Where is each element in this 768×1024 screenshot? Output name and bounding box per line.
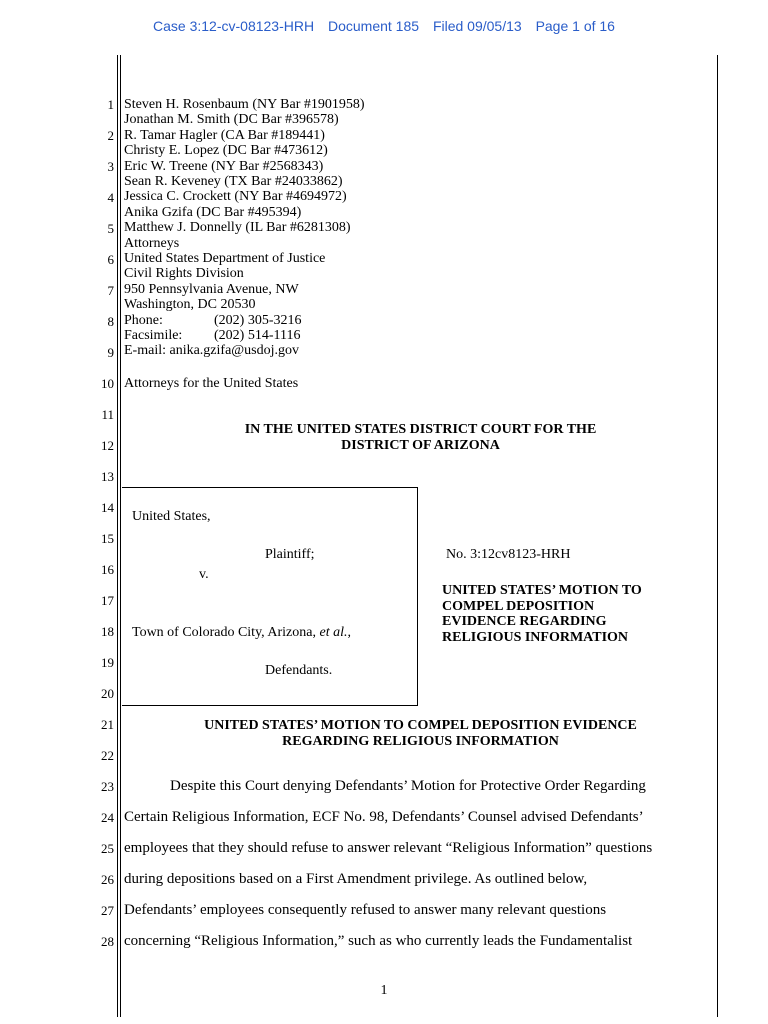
body-line: concerning “Religious Information,” such as who currently leads the Fundamentalist [124,933,633,949]
attorney-line: Anika Gzifa (DC Bar #495394) [124,204,302,220]
document-number: Document 185 [327,18,420,34]
line-number: 7 [107,283,114,298]
attorney-line: Jonathan M. Smith (DC Bar #396578) [124,112,339,128]
body-line: during depositions based on a First Amendment privilege. As outlined below, [124,871,588,887]
plaintiff-name: United States, [132,509,211,524]
line-number: 17 [101,593,114,608]
attorney-line: Christy E. Lopez (DC Bar #473612) [124,143,328,159]
line-number: 10 [101,376,114,391]
versus: v. [199,567,209,582]
line-number: 11 [101,407,114,422]
line-number: 23 [101,779,114,794]
attorney-line: 950 Pennsylvania Avenue, NW [124,281,299,297]
plaintiff-role: Plaintiff; [265,547,315,562]
phone-label: Phone: [124,312,163,328]
line-number: 8 [107,314,114,329]
line-number: 16 [101,562,114,577]
line-number: 1 [107,97,114,112]
attorney-line: Washington, DC 20530 [124,297,256,313]
defendant-comma: , [347,625,351,640]
attorney-line: Sean R. Keveney (TX Bar #24033862) [124,174,343,189]
attorney-line: Steven H. Rosenbaum (NY Bar #1901958) [124,97,365,112]
fax-label: Facsimile: [124,328,183,343]
line-number: 18 [101,624,114,639]
line-number: 12 [101,438,114,453]
attorney-line: R. Tamar Hagler (CA Bar #189441) [124,127,325,143]
court-heading-line1: IN THE UNITED STATES DISTRICT COURT FOR THE [244,422,597,437]
document-title-line1: UNITED STATES’ MOTION TO COMPEL DEPOSITION EVIDENCE [204,718,637,733]
document-title-line2: REGARDING RELIGIOUS INFORMATION [282,734,559,749]
line-number: 14 [101,500,114,515]
attorney-line: Matthew J. Donnelly (IL Bar #6281308) [124,220,351,236]
defendant-town: Town of Colorado City, Arizona, [132,625,320,640]
motion-title-line: RELIGIOUS INFORMATION [442,629,629,645]
right-margin-rule [717,55,718,1017]
attorney-line: United States Department of Justice [124,251,326,266]
line-number: 3 [107,159,114,174]
attorneys-for: Attorneys for the United States [124,376,299,391]
body-line: employees that they should refuse to answer relevant “Religious Information” questions [124,840,653,856]
motion-title-line: EVIDENCE REGARDING [442,614,607,629]
defendant-name [132,625,351,640]
line-number: 19 [101,655,114,670]
motion-title-line: COMPEL DEPOSITION [442,598,595,614]
motion-title-line: UNITED STATES’ MOTION TO [442,583,642,598]
defendant-role: Defendants. [265,663,333,678]
line-number: 6 [107,252,114,267]
filed-date: Filed 09/05/13 [432,18,522,34]
line-number: 21 [101,717,114,732]
line-number: 28 [101,934,114,949]
case-header [0,18,768,34]
phone-line [124,313,302,328]
line-number: 4 [107,190,114,205]
line-number: 15 [101,531,114,546]
left-margin-rule-inner [120,55,121,1017]
line-number: 22 [101,748,114,763]
line-number: 20 [101,686,114,701]
body-line: Despite this Court denying Defendants’ Motion for Protective Order Regarding [170,778,646,794]
email-line: E-mail: anika.gzifa@usdoj.gov [124,343,300,359]
fax-line [124,328,300,343]
line-number: 9 [107,345,114,360]
attorney-line: Attorneys [124,235,180,251]
defendant-etal: et al. [319,625,348,640]
attorney-line: Eric W. Treene (NY Bar #2568343) [124,158,324,174]
case-number-caption: No. 3:12cv8123-HRH [446,547,571,562]
phone-number: (202) 305-3216 [214,312,302,328]
body-line: Defendants’ employees consequently refused to answer many relevant questions [124,902,607,918]
fax-number: (202) 514-1116 [214,328,301,343]
attorney-line: Civil Rights Division [124,266,244,282]
case-number: Case 3:12-cv-08123-HRH [153,18,315,34]
page-number: 1 [380,983,388,998]
line-number: 26 [101,872,114,887]
line-number: 25 [101,841,114,856]
body-line: Certain Religious Information, ECF No. 98, Defendants’ Counsel advised Defendants’ [124,809,644,825]
attorney-line: Jessica C. Crockett (NY Bar #4694972) [124,189,347,205]
left-margin-rule [117,55,118,1017]
line-number: 24 [101,810,114,825]
page-indicator: Page 1 of 16 [535,18,615,34]
line-number: 5 [107,221,114,236]
court-heading-line2: DISTRICT OF ARIZONA [341,438,500,453]
line-number: 2 [107,128,114,143]
line-number: 27 [101,903,114,918]
line-number: 13 [101,469,114,484]
